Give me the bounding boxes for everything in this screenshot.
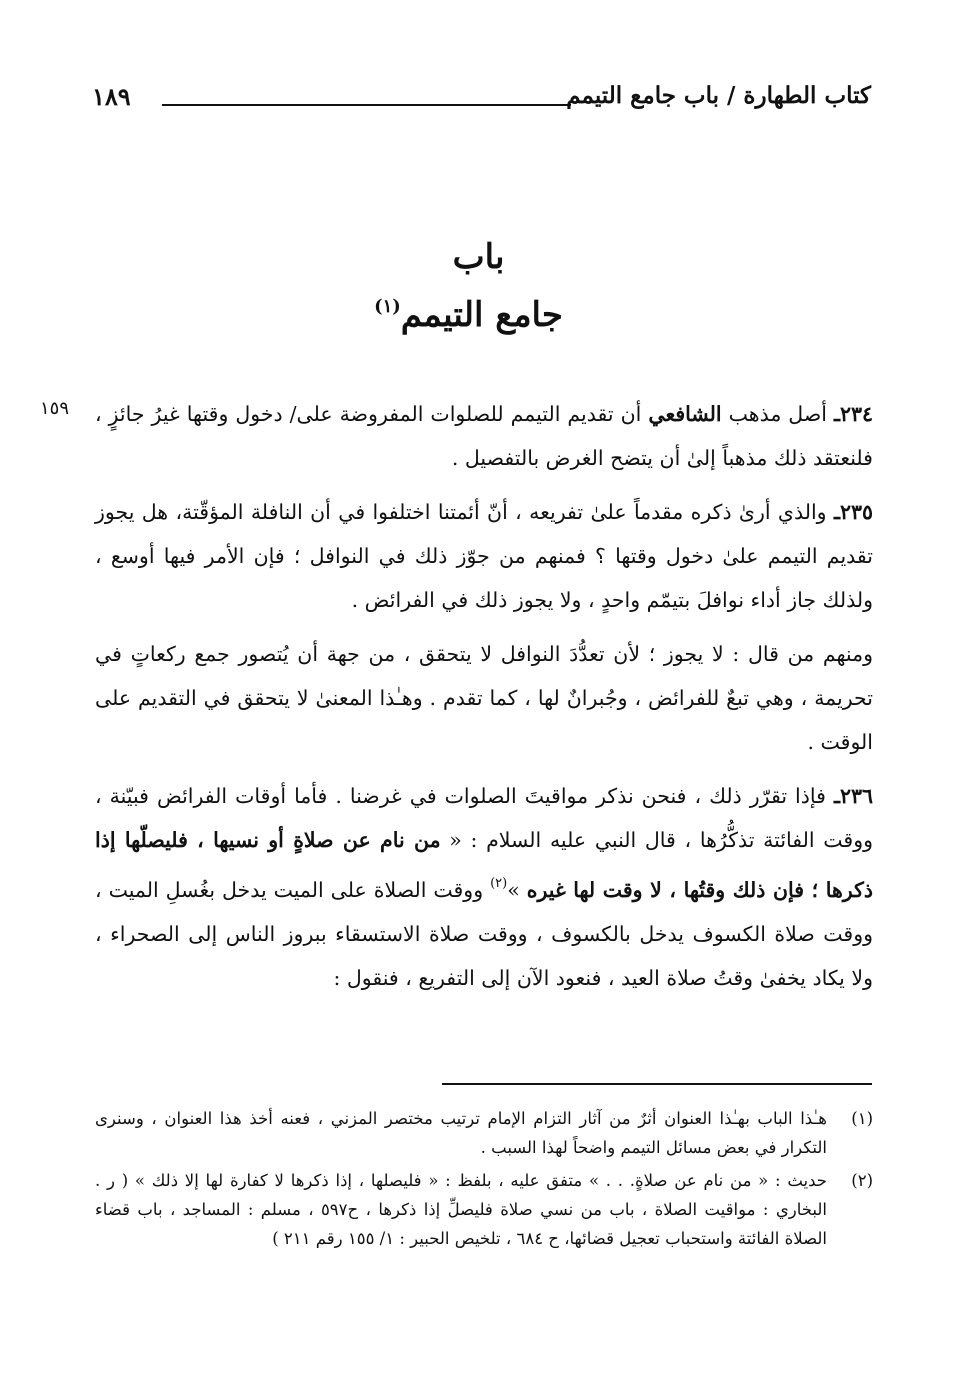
footnote-text: حديث : « من نام عن صلاةٍ. . . » متفق عليه ، بلفظ : « فليصلها ، إذا ذكرها لا كفارة لها إلا ذلك » ( ر . البخاري : مواقيت الصلاة ، باب من نسي صلاة فليصلِّ إذا ذكرها ، ح٥٩٧ ، مسلم : المساجد ، باب قضاء الصلاة الفائتة واستحباب تعجيل قضائها، ح ٦٨٤ ، تلخيص الحبير : ١/ ١٥٥ رقم ٢١١ ) — [95, 1171, 828, 1248]
page-number: ١٨٩ — [92, 82, 131, 111]
paragraph-number: ٢٣٥ـ — [833, 500, 873, 524]
chapter-title: جامع التيمم — [400, 295, 563, 335]
bold-term: الشافعي — [648, 402, 722, 426]
footnote-text: هـٰذا الباب بهـٰذا العنوان أثرٌ من آثار التزام الإمام ترتيب مختصر المزني ، فعنه أخذ هذا العنوان ، وسنرى التكرار في بعض مسائل التيمم واضحاً لهذا السبب . — [95, 1109, 827, 1157]
footnote-number: (٢) — [851, 1171, 873, 1190]
paragraph-235 — [95, 490, 873, 622]
running-header — [92, 82, 871, 122]
footnotes — [95, 1104, 873, 1257]
footnote-separator — [442, 1083, 872, 1085]
paragraph-text: ومنهم من قال : لا يجوز ؛ لأن تعدُّدَ النوافل لا يتحقق ، من جهة أن يُتصور جمع ركعاتٍ في تحريمة ، وهي تبعٌ للفرائض ، وجُبرانٌ لها ، كما تقدم . وهـٰذا المعنىٰ لا يتحقق في التقديم على الوقت . — [95, 642, 873, 754]
footnote-1 — [95, 1104, 873, 1162]
paragraph-text: » — [507, 878, 527, 902]
paragraph-number: ٢٣٦ـ — [833, 784, 873, 808]
body-text — [95, 392, 873, 1000]
paragraph-text: فإذا تقرّر ذلك ، فنحن نذكر مواقيتَ الصلوات في غرضنا . فأما أوقات الفرائض فبيّنة ، ووقت الفائتة تذكُّرُها ، قال النبي عليه السلام : « — [95, 784, 873, 852]
running-title: كتاب الطهارة / باب جامع التيمم — [566, 82, 871, 109]
header-rule — [162, 104, 571, 106]
paragraph-text: أصل مذهب — [721, 402, 834, 426]
paragraph-text: والذي أرىٰ ذكره مقدماً علىٰ تفريعه ، أنّ أئمتنا اختلفوا في أن النافلة المؤقّتة، هل يجوز تقديم التيمم علىٰ دخول وقتها ؟ فمنهم من جوّز ذلك في النوافل ؛ فإن الأمر فيها أوسع ، ولذلك جاز أداء نوافلَ بتيمّم واحدٍ ، ولا يجوز ذلك في الفرائض . — [95, 500, 873, 612]
chapter-footnote-ref: (١) — [374, 296, 401, 317]
paragraph-text: ووقت الصلاة على الميت يدخل بغُسلِ الميت ، ووقت صلاة الكسوف يدخل بالكسوف ، ووقت صلاة الاستسقاء ببروز الناس إلى الصحراء ، ولا يكاد يخفىٰ وقتُ صلاة العيد ، فنعود الآن إلى التفريع ، فنقول : — [95, 878, 873, 990]
margin-page-ref: ١٥٩ — [40, 398, 70, 419]
footnote-2 — [95, 1166, 873, 1253]
chapter-heading — [0, 232, 957, 340]
paragraph-235-cont — [95, 632, 873, 764]
footnote-ref: (٢) — [490, 876, 508, 891]
paragraph-text: أن تقديم التيمم للصلوات المفروضة على/ دخول وقتها غيرُ جائزٍ ، فلنعتقد ذلك مذهباً إلىٰ أن يتضح الغرض بالتفصيل . — [95, 402, 873, 470]
paragraph-number: ٢٣٤ـ — [833, 402, 873, 426]
hadith-quote: من نام عن صلاةٍ أو نسيها ، فليصلّها إذا ذكرها ؛ فإن ذلك وقتُها ، لا وقت لها غيره — [95, 828, 874, 902]
footnote-number: (١) — [851, 1109, 873, 1128]
paragraph-236 — [95, 774, 873, 1000]
paragraph-234 — [95, 392, 873, 480]
chapter-heading-line1: باب — [452, 237, 505, 277]
chapter-heading-line2 — [0, 282, 937, 340]
